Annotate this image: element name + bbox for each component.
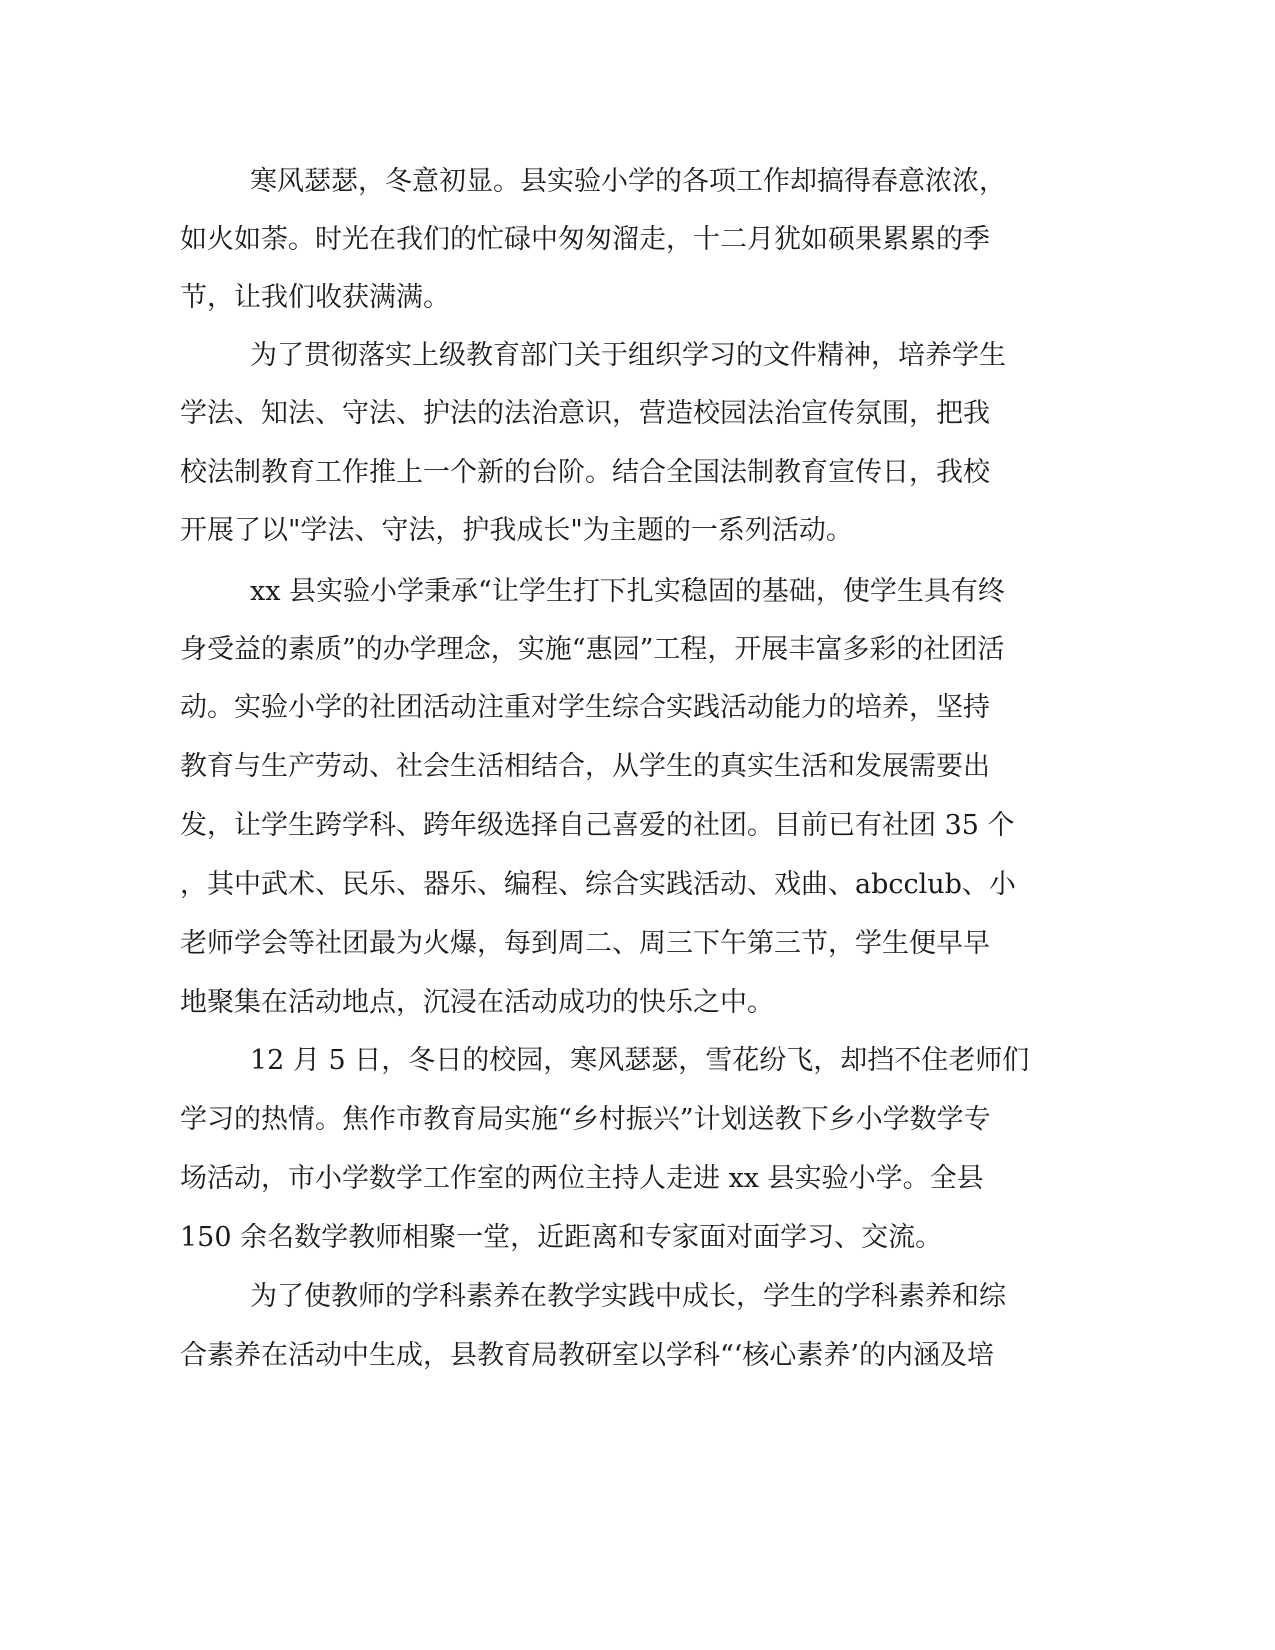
text-line — [0, 453, 1275, 493]
text-line-content: 身受益的素质”的办学理念，实施“惠园”工程，开展丰富多彩的社团活 — [180, 634, 1005, 665]
text-line-content: 学法、知法、守法、护法的法治意识，营造校园法治宣传氛围，把我 — [180, 398, 990, 429]
text-line-content: 发，让学生跨学科、跨年级选择自己喜爱的社团。目前已有社团 35 个 — [180, 810, 1015, 841]
text-line-content: 动。实验小学的社团活动注重对学生综合实践活动能力的培养，坚持 — [180, 692, 990, 723]
text-line — [0, 806, 1275, 846]
text-line — [0, 747, 1275, 787]
text-line — [0, 1218, 1275, 1258]
text-line — [0, 162, 1275, 202]
text-line — [0, 220, 1275, 260]
text-line — [0, 572, 1275, 612]
text-line-content: 校法制教育工作推上一个新的台阶。结合全国法制教育宣传日，我校 — [180, 457, 990, 488]
text-line — [0, 924, 1275, 964]
text-line — [0, 394, 1275, 434]
text-line — [0, 630, 1275, 670]
text-line-content: 合素养在活动中生成，县教育局教研室以学科“‘核心素养’的内涵及培 — [180, 1340, 994, 1371]
text-line-content: 开展了以"学法、守法，护我成长"为主题的一系列活动。 — [180, 515, 853, 546]
text-line-content: 12 月 5 日，冬日的校园，寒风瑟瑟，雪花纷飞，却挡不住老师们 — [250, 1045, 1030, 1076]
text-line — [0, 1277, 1275, 1317]
text-line-content: 老师学会等社团最为火爆，每到周二、周三下午第三节，学生便早早 — [180, 928, 990, 959]
text-line-content: 为了使教师的学科素养在教学实践中成长，学生的学科素养和综 — [250, 1281, 1006, 1312]
text-line-content: 学习的热情。焦作市教育局实施“乡村振兴”计划送教下乡小学数学专 — [180, 1104, 991, 1135]
text-line-content: 教育与生产劳动、社会生活相结合，从学生的真实生活和发展需要出 — [180, 751, 990, 782]
text-line-content: 场活动，市小学数学工作室的两位主持人走进 xx 县实验小学。全县 — [180, 1163, 984, 1194]
text-line — [0, 1041, 1275, 1081]
text-line — [0, 336, 1275, 376]
text-line — [0, 278, 1275, 318]
text-line-content: 150 余名数学教师相聚一堂，近距离和专家面对面学习、交流。 — [180, 1222, 943, 1253]
text-line — [0, 511, 1275, 551]
text-line — [0, 983, 1275, 1023]
text-line — [0, 1336, 1275, 1376]
text-line — [0, 1159, 1275, 1199]
text-line-content: 节，让我们收获满满。 — [180, 282, 450, 313]
text-line-content: ，其中武术、民乐、器乐、编程、综合实践活动、戏曲、abcclub、小 — [180, 869, 1016, 900]
text-line — [0, 865, 1275, 905]
text-line-content: xx 县实验小学秉承“让学生打下扎实稳固的基础，使学生具有终 — [250, 576, 1005, 607]
text-line — [0, 688, 1275, 728]
text-line-content: 如火如荼。时光在我们的忙碌中匆匆溜走，十二月犹如硕果累累的季 — [180, 224, 990, 255]
text-line-content: 地聚集在活动地点，沉浸在活动成功的快乐之中。 — [180, 987, 774, 1018]
text-line-content: 为了贯彻落实上级教育部门关于组织学习的文件精神，培养学生 — [250, 340, 1006, 371]
text-line — [0, 1100, 1275, 1140]
text-line-content: 寒风瑟瑟，冬意初显。县实验小学的各项工作却搞得春意浓浓， — [250, 166, 1006, 197]
